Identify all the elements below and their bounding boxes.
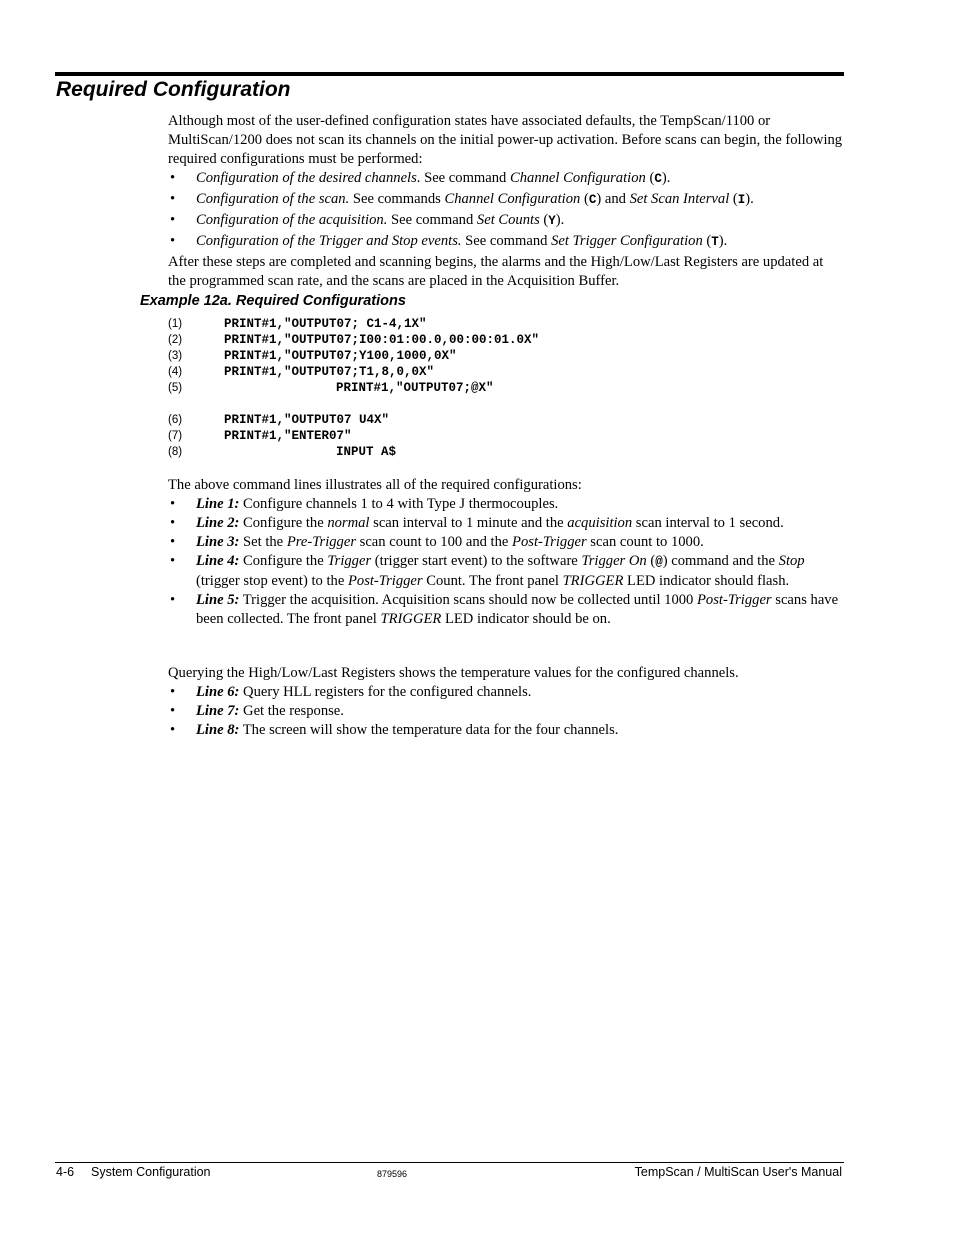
- step-sep: See command: [387, 212, 477, 228]
- text-run: Trigger: [327, 553, 372, 569]
- line-number: (1): [168, 318, 183, 330]
- explain-list: [168, 495, 844, 629]
- step-key: T: [711, 235, 719, 249]
- code-text: PRINT#1,"OUTPUT07 U4X": [224, 413, 390, 427]
- text-run: Post-Trigger: [347, 573, 423, 589]
- footer-rule: [55, 1162, 844, 1163]
- line-label: Line 5:: [196, 592, 240, 608]
- step-command: Set Trigger Configuration: [551, 233, 703, 249]
- step-lead: Configuration of the Trigger and Stop events.: [196, 233, 462, 249]
- step-key: I: [737, 193, 746, 207]
- query-item: [168, 683, 844, 702]
- footer-page-number: 4-6: [56, 1165, 75, 1179]
- code-text: PRINT#1,"OUTPUT07;I00:01:00.0,00:00:01.0X": [224, 333, 540, 347]
- explain-item: [168, 533, 844, 552]
- line-number: (3): [168, 350, 183, 362]
- intro-block: [168, 112, 844, 291]
- text-run: acquisition: [567, 515, 633, 531]
- text-run: normal: [327, 515, 370, 531]
- line-number: (7): [168, 430, 183, 442]
- step-sep: . See command: [416, 170, 510, 186]
- text-run: Set the: [239, 534, 287, 550]
- explain-item: [168, 495, 844, 514]
- query-item: [168, 721, 844, 740]
- step-command: Channel Configuration: [444, 191, 581, 207]
- text-run: Count. The front panel: [422, 573, 563, 589]
- text-run: Configure the: [239, 553, 328, 569]
- footer-doc-number: 879596: [377, 1169, 408, 1179]
- line-label: Line 3:: [196, 534, 240, 550]
- step-lead: Configuration of the acquisition.: [196, 212, 388, 228]
- step-command: Set Counts: [476, 212, 540, 228]
- explain-intro: The above command lines illustrates all of the required configurations:: [168, 477, 582, 493]
- text-run: Trigger the acquisition. Acquisition scans should now be collected until 1000: [239, 592, 698, 608]
- explain-item: [168, 552, 844, 591]
- line-label: Line 6:: [196, 684, 240, 700]
- text-run: scans have been collected. The front panel: [196, 592, 839, 627]
- footer-manual-title: TempScan / MultiScan User's Manual: [634, 1165, 842, 1179]
- line-label: Line 7:: [196, 703, 240, 719]
- step-item: • Configuration of the scan. See commands Channel Configuration (C) and Set Scan Interval (I).: [168, 190, 844, 210]
- explain-item: [168, 591, 844, 629]
- line-label: Line 4:: [196, 553, 240, 569]
- example-title: Example 12a. Required Configurations: [140, 293, 406, 309]
- text-run: Post-Trigger: [512, 534, 587, 550]
- explain-item: [168, 514, 844, 533]
- after-steps-paragraph: After these steps are completed and scanning begins, the alarms and the High/Low/Last Registers are updated at the programmed scan rate, and the scans are placed in the Acquisition Buffer.: [168, 254, 824, 289]
- text-run: LED indicator should flash.: [623, 573, 790, 589]
- command-key: @: [655, 555, 663, 569]
- step-mid: ) and: [596, 191, 630, 207]
- text-run: scan interval to 1 minute and the: [369, 515, 568, 531]
- text-run: TRIGGER: [562, 573, 624, 589]
- query-item: [168, 702, 844, 721]
- text-run: scan interval to 1 second.: [632, 515, 784, 531]
- text-run: scan count to 100 and the: [356, 534, 513, 550]
- line-text: The screen will show the temperature data for the four channels.: [239, 722, 619, 738]
- line-label: Line 2:: [196, 515, 240, 531]
- section-heading: Required Configuration: [56, 78, 291, 101]
- step-command: Set Scan Interval: [629, 191, 730, 207]
- step-lead: Configuration of the desired channels: [196, 170, 417, 186]
- query-list: [168, 683, 844, 740]
- line-label: Line 8:: [196, 722, 240, 738]
- step-sep: See commands: [349, 191, 445, 207]
- step-key: Y: [548, 214, 556, 228]
- query-intro: Querying the High/Low/Last Registers shows the temperature values for the configured channels.: [168, 665, 739, 681]
- text-run: TRIGGER: [380, 611, 442, 627]
- step-key: C: [654, 172, 662, 186]
- step-lead: Configuration of the scan.: [196, 191, 350, 207]
- text-run: ) command and the: [662, 553, 779, 569]
- code-text: PRINT#1,"OUTPUT07;Y100,1000,0X": [224, 349, 457, 363]
- text-run: (trigger start event) to the software: [371, 553, 582, 569]
- text-run: scan count to 1000.: [586, 534, 704, 550]
- line-number: (5): [168, 382, 183, 394]
- step-end: ).: [718, 233, 728, 249]
- footer-section: System Configuration: [91, 1165, 211, 1179]
- query-block: [168, 664, 844, 740]
- text-run: Trigger On: [581, 553, 647, 569]
- step-item: • Configuration of the acquisition. See command Set Counts (Y).: [168, 211, 844, 231]
- text-run: Stop: [778, 553, 805, 569]
- step-command: Channel Configuration: [510, 170, 646, 186]
- text-run: Pre-Trigger: [286, 534, 356, 550]
- line-number: (2): [168, 334, 183, 346]
- line-number: (4): [168, 366, 183, 378]
- text-run: (: [646, 553, 656, 569]
- line-number: (8): [168, 446, 183, 458]
- step-item: • Configuration of the Trigger and Stop events. See command Set Trigger Configuration (T).: [168, 232, 844, 252]
- step-key: C: [588, 193, 597, 207]
- line-text: Configure channels 1 to 4 with Type J thermocouples.: [239, 496, 559, 512]
- steps-list: [168, 169, 844, 252]
- line-text: Get the response.: [239, 703, 344, 719]
- text-run: Post-Trigger: [697, 592, 772, 608]
- step-end: ).: [661, 170, 671, 186]
- code-text: PRINT#1,"OUTPUT07; C1-4,1X": [224, 317, 427, 331]
- step-item: • Configuration of the desired channels. See command Channel Configuration (C).: [168, 169, 844, 189]
- text-run: Configure the: [239, 515, 328, 531]
- line-number: (6): [168, 414, 183, 426]
- code-text: PRINT#1,"OUTPUT07;@X": [336, 381, 494, 395]
- step-end: ).: [555, 212, 565, 228]
- code-text: PRINT#1,"ENTER07": [224, 429, 352, 443]
- code-text: PRINT#1,"OUTPUT07;T1,8,0,0X": [224, 365, 435, 379]
- text-run: (trigger stop event) to the: [196, 573, 348, 589]
- step-end: ).: [745, 191, 754, 207]
- text-run: LED indicator should be on.: [441, 611, 611, 627]
- line-label: Line 1:: [196, 496, 240, 512]
- line-text: Query HLL registers for the configured channels.: [239, 684, 532, 700]
- explanation-block: [168, 476, 844, 629]
- step-sep: See command: [461, 233, 552, 249]
- code-text: INPUT A$: [336, 445, 397, 459]
- intro-paragraph: Although most of the user-defined configuration states have associated defaults, the TempScan/1100 or MultiScan/1200 does not scan its channels on the initial power-up activation. Before scans can begin, the following required configurations must be performed:: [168, 113, 843, 167]
